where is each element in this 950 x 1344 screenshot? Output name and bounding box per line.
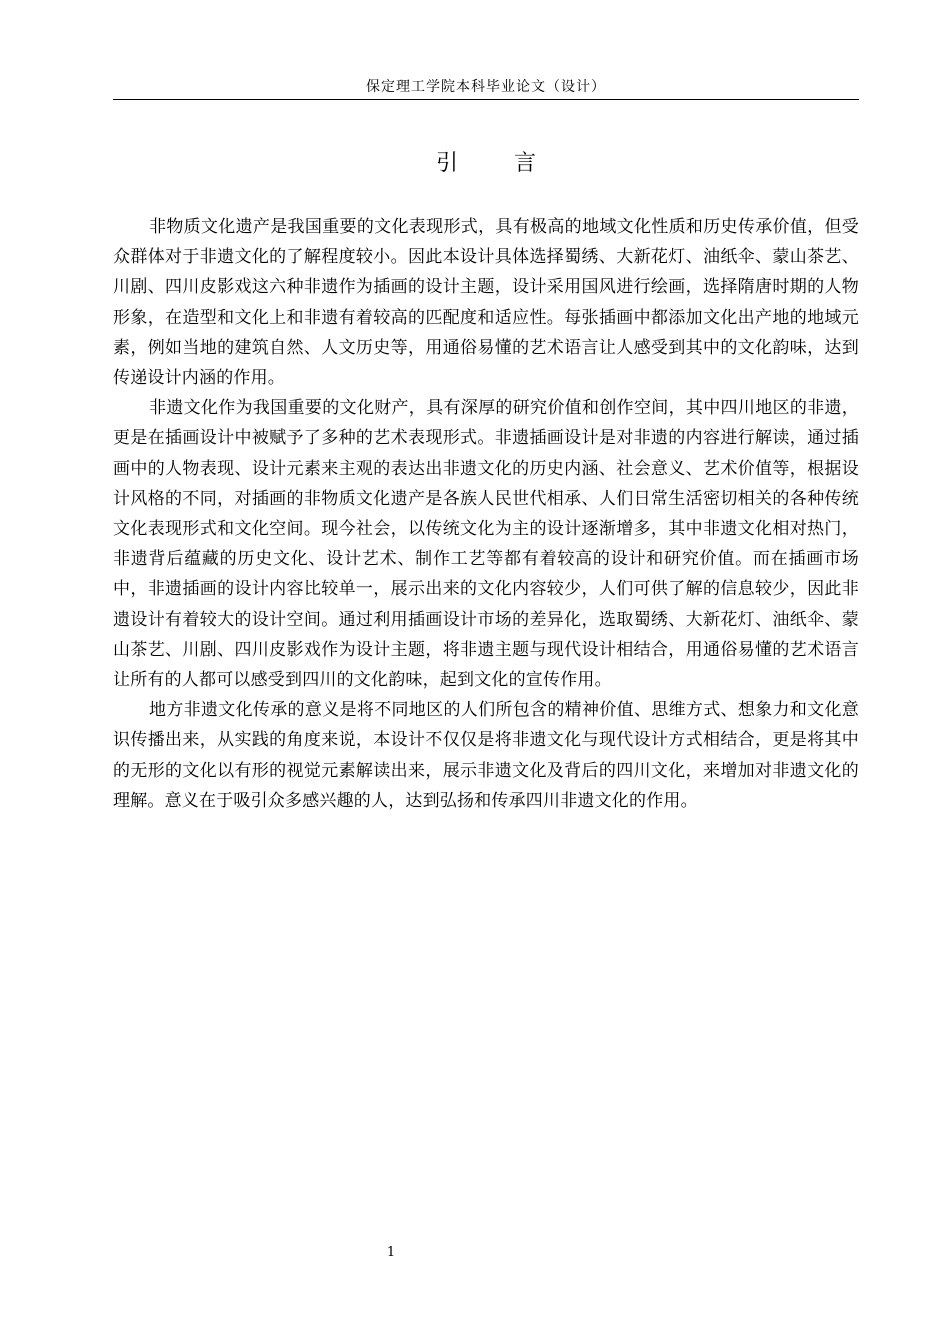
paragraph-3: 地方非遗文化传承的意义是将不同地区的人们所包含的精神价值、思维方式、想象力和文化意识传播出来，从实践的角度来说，本设计不仅仅是将非遗文化与现代设计方式相结合，更是将其中的无形的文化以有形的视觉元素解读出来，展示非遗文化及背后的四川文化，来增加对非遗文化的理解。意义在于吸引众多感兴趣的人，达到弘扬和传承四川非遗文化的作用。 xyxy=(113,700,859,811)
running-header: 保定理工学院本科毕业论文（设计） xyxy=(366,79,606,95)
body-text xyxy=(113,212,859,816)
header-rule xyxy=(113,99,859,100)
section-title: 引言 xyxy=(435,151,592,176)
paragraph-1: 非物质文化遗产是我国重要的文化表现形式，具有极高的地域文化性质和历史传承价值，但受众群体对于非遗文化的了解程度较小。因此本设计具体选择蜀绣、大新花灯、油纸伞、蒙山茶艺、川剧、四川皮影戏这六种非遗作为插画的设计主题，设计采用国风进行绘画，选择隋唐时期的人物形象，在造型和文化上和非遗有着较高的匹配度和适应性。每张插画中都添加文化出产地的地域元素，例如当地的建筑自然、人文历史等，用通俗易懂的艺术语言让人感受到其中的文化韵味，达到传递设计内涵的作用。 xyxy=(113,217,859,389)
paragraph-2: 非遗文化作为我国重要的文化财产，具有深厚的研究价值和创作空间，其中四川地区的非遗，更是在插画设计中被赋予了多种的艺术表现形式。非遗插画设计是对非遗的内容进行解读，通过插画中的人物表现、设计元素来主观的表达出非遗文化的历史内涵、社会意义、艺术价值等，根据设计风格的不同，对插画的非物质文化遗产是各族人民世代相承、人们日常生活密切相关的各种传统文化表现形式和文化空间。现今社会，以传统文化为主的设计逐渐增多，其中非遗文化相对热门，非遗背后蕴藏的历史文化、设计艺术、制作工艺等都有着较高的设计和研究价值。而在插画市场中，非遗插画的设计内容比较单一，展示出来的文化内容较少，人们可供了解的信息较少，因此非遗设计有着较大的设计空间。通过利用插画设计市场的差异化，选取蜀绣、大新花灯、油纸伞、蒙山茶艺、川剧、四川皮影戏作为设计主题，将非遗主题与现代设计相结合，用通俗易懂的艺术语言让所有的人都可以感受到四川的文化韵味，起到文化的宣传作用。 xyxy=(113,398,859,691)
page-number: 1 xyxy=(386,1245,396,1260)
